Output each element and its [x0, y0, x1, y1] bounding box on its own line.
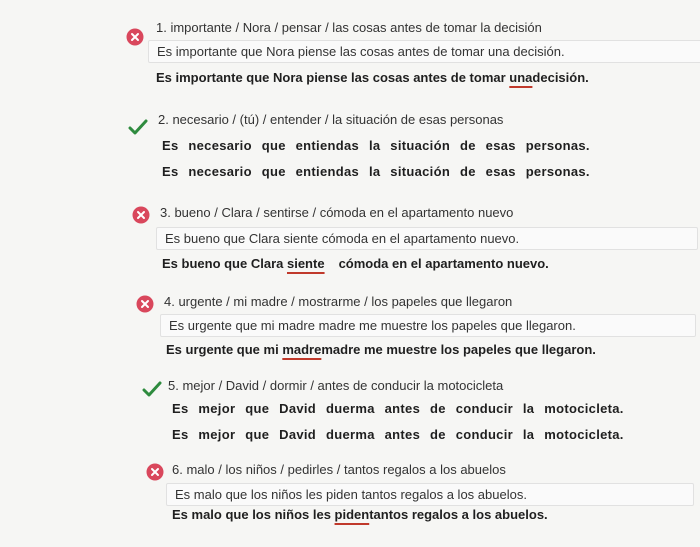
incorrect-icon	[136, 295, 154, 313]
student-answer: Es malo que los niños les piden tantos regalos a los abuelos.	[166, 483, 694, 506]
question-prompt: 2. necesario / (tú) / entender / la situación de esas personas	[158, 112, 504, 127]
question-prompt: 6. malo / los niños / pedirles / tantos regalos a los abuelos	[172, 462, 506, 477]
correct-answer-text: cómoda en el apartamento nuevo.	[338, 256, 549, 271]
error-highlight: madre	[282, 342, 322, 357]
question-prompt: 3. bueno / Clara / sentirse / cómoda en el apartamento nuevo	[160, 205, 514, 220]
correct-answer	[166, 342, 596, 357]
student-answer: Es bueno que Clara siente cómoda en el apartamento nuevo.	[156, 227, 698, 250]
error-highlight: piden	[334, 507, 370, 522]
correct-answer-text: tantos regalos a los abuelos.	[369, 507, 548, 522]
correct-answer: Es mejor que David duerma antes de conducir la motocicleta.	[172, 427, 624, 442]
correct-answer-text: Es bueno que Clara	[162, 256, 287, 271]
question-prompt: 4. urgente / mi madre / mostrarme / los papeles que llegaron	[164, 294, 513, 309]
correct-answer-text: Es malo que los niños les	[172, 507, 335, 522]
question-prompt: 1. importante / Nora / pensar / las cosas antes de tomar la decisión	[156, 20, 542, 35]
incorrect-icon	[132, 206, 150, 224]
student-answer: Es mejor que David duerma antes de conducir la motocicleta.	[172, 401, 624, 416]
incorrect-icon	[126, 28, 144, 46]
correct-answer-text: madre me muestre los papeles que llegaron.	[321, 342, 596, 357]
student-answer: Es necesario que entiendas la situación de esas personas.	[162, 138, 590, 153]
error-highlight: siente	[286, 256, 325, 271]
check-icon	[142, 380, 160, 398]
correct-answer	[156, 70, 589, 85]
correct-answer	[162, 256, 549, 271]
student-answer: Es importante que Nora piense las cosas antes de tomar una decisión.	[148, 40, 700, 63]
question-prompt: 5. mejor / David / dormir / antes de conducir la motocicleta	[168, 378, 504, 393]
correct-answer: Es necesario que entiendas la situación de esas personas.	[162, 164, 590, 179]
error-highlight: una	[509, 70, 533, 85]
student-answer: Es urgente que mi madre madre me muestre los papeles que llegaron.	[160, 314, 696, 337]
incorrect-icon	[146, 463, 164, 481]
correct-answer	[172, 507, 548, 522]
correct-answer-text: decisión.	[532, 70, 589, 85]
check-icon	[128, 118, 146, 136]
correct-answer-text: Es importante que Nora piense las cosas antes de tomar	[156, 70, 510, 85]
correct-answer-text: Es urgente que mi	[166, 342, 283, 357]
